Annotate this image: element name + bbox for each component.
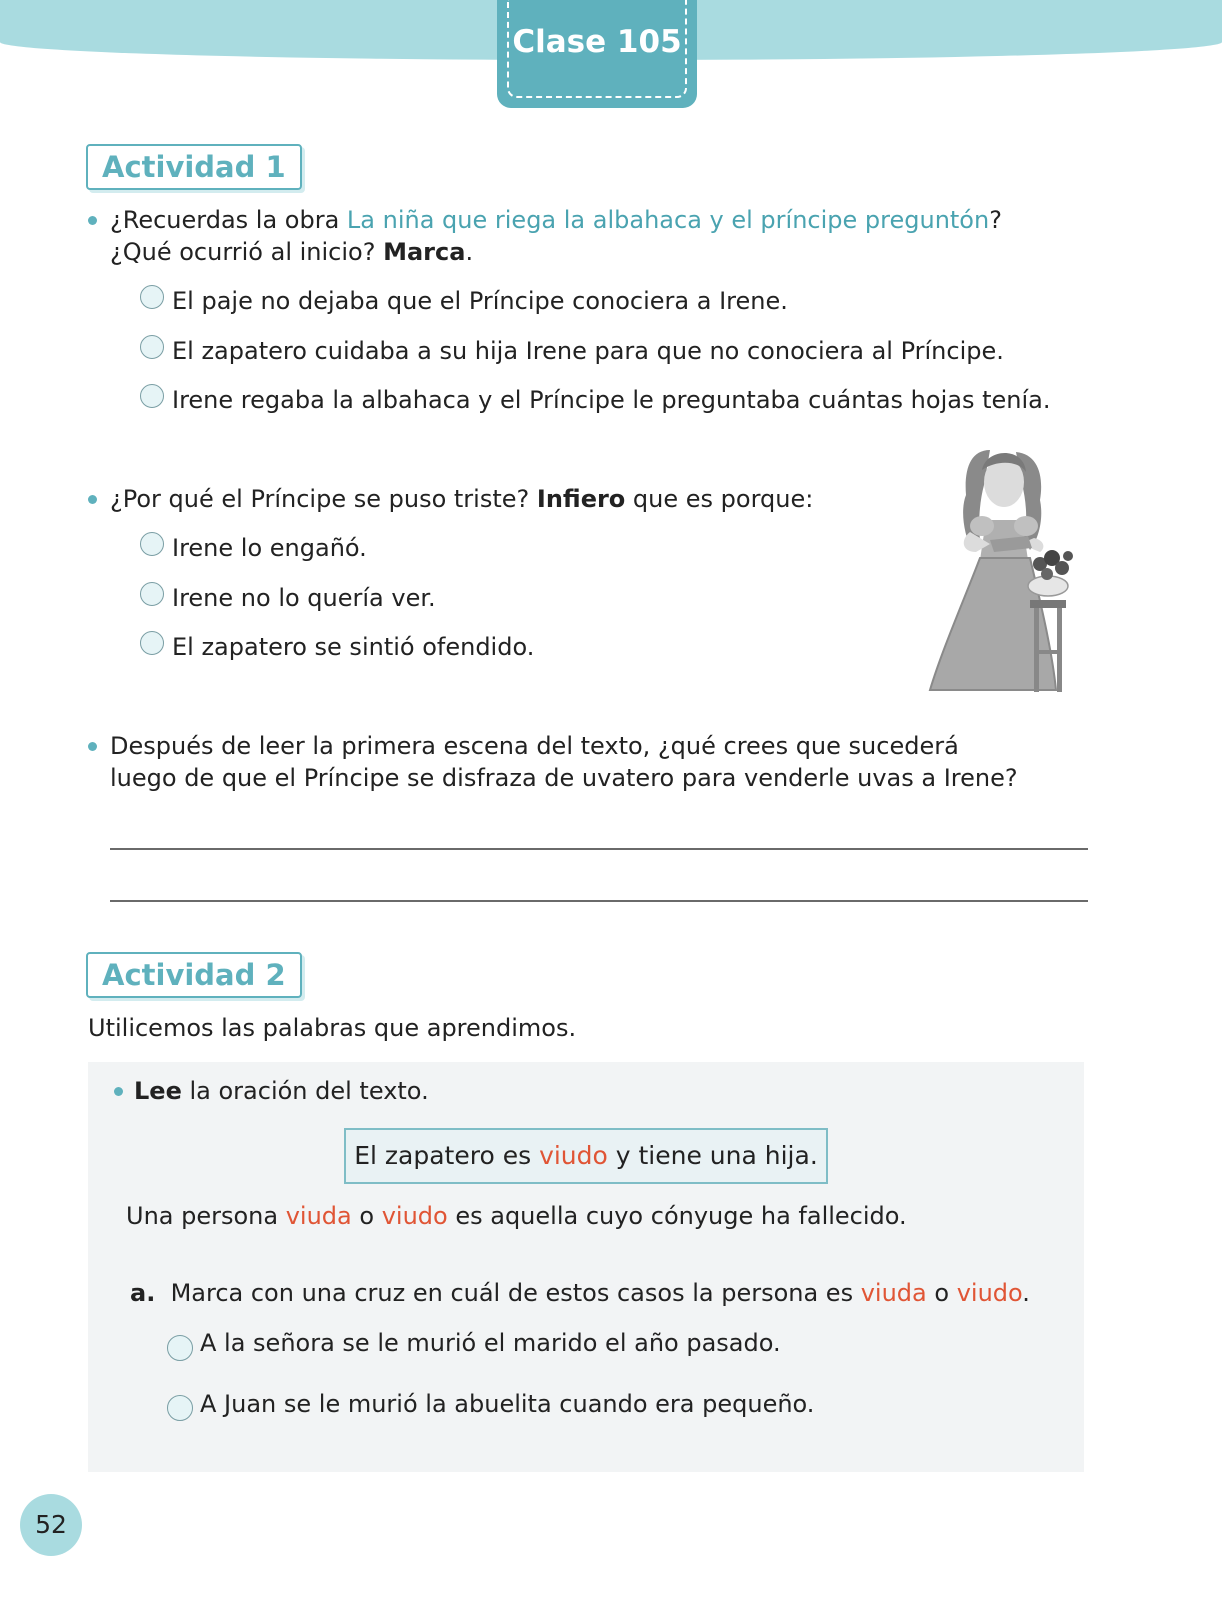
q1-line2	[110, 237, 473, 267]
task-a	[130, 1278, 1030, 1308]
class-tab	[497, 0, 697, 108]
class-label: Clase 105	[512, 24, 682, 60]
q2-option2-radio[interactable]	[140, 582, 164, 606]
q3-line2: luego de que el Príncipe se disfraza de uvatero para venderle uvas a Irene?	[110, 764, 1018, 792]
definition-text: o	[351, 1202, 382, 1230]
q3-line1: Después de leer la primera escena del texto, ¿qué crees que sucederá	[110, 732, 959, 760]
activity2-intro: Utilicemos las palabras que aprendimos.	[88, 1014, 577, 1042]
sentence-key-word: viudo	[539, 1141, 608, 1170]
q1-mark: ?	[989, 206, 1002, 234]
bullet-icon	[88, 742, 97, 751]
work-title: La niña que riega la albahaca y el príncipe preguntón	[346, 206, 990, 234]
sentence-post: y tiene una hija.	[607, 1141, 818, 1170]
task-a-option2-checkbox[interactable]	[167, 1395, 193, 1421]
q2-option1-radio[interactable]	[140, 532, 164, 556]
q1-line2-text: ¿Qué ocurrió al inicio?	[110, 238, 384, 266]
q2-option3-label: El zapatero se sintió ofendido.	[172, 633, 535, 661]
definition-word-viudo: viudo	[381, 1202, 448, 1230]
definition	[126, 1201, 907, 1231]
task-a-text: .	[1022, 1279, 1030, 1307]
definition-text: Una persona	[126, 1202, 286, 1230]
task-a-text: Marca con una cruz en cuál de estos casos la persona es	[170, 1279, 861, 1307]
task-a-word-viuda: viuda	[860, 1279, 927, 1307]
task-a-option1-checkbox[interactable]	[167, 1335, 193, 1361]
q2-line	[110, 484, 813, 514]
task-a-word-viudo: viudo	[956, 1279, 1023, 1307]
bullet-icon	[88, 495, 97, 504]
activity1-title: Actividad 1	[86, 144, 302, 190]
q1-option2-radio[interactable]	[140, 335, 164, 359]
q2-option3-radio[interactable]	[140, 631, 164, 655]
q2-instruction: Infiero	[536, 485, 626, 513]
answer-line-1[interactable]	[110, 848, 1088, 850]
q1-line2-end: .	[465, 238, 474, 266]
read-instruction	[134, 1076, 429, 1106]
q1-option3-radio[interactable]	[140, 384, 164, 408]
q2-text-end: que es porque:	[625, 485, 814, 513]
girl-watering-plant-illustration	[920, 440, 1090, 710]
q2-option1-label: Irene lo engañó.	[172, 534, 367, 562]
task-a-option2-label: A Juan se le murió la abuelita cuando era pequeño.	[200, 1390, 815, 1418]
task-a-letter: a.	[130, 1279, 156, 1307]
bullet-icon	[114, 1087, 123, 1096]
definition-text: es aquella cuyo cónyuge ha fallecido.	[447, 1202, 907, 1230]
q1-option3-label: Irene regaba la albahaca y el Príncipe le preguntaba cuántas hojas tenía.	[172, 386, 1051, 414]
task-a-text: o	[926, 1279, 957, 1307]
q1-option1-radio[interactable]	[140, 285, 164, 309]
q1-text: ¿Recuerdas la obra	[110, 206, 347, 234]
sentence-pre: El zapatero es	[354, 1141, 540, 1170]
read-rest: la oración del texto.	[181, 1077, 429, 1105]
read-bold: Lee	[134, 1077, 182, 1105]
page-number: 52	[20, 1494, 82, 1556]
q2-option2-label: Irene no lo quería ver.	[172, 584, 436, 612]
answer-line-2[interactable]	[110, 900, 1088, 902]
q1-option2-label: El zapatero cuidaba a su hija Irene para que no conociera al Príncipe.	[172, 337, 1004, 365]
definition-word-viuda: viuda	[285, 1202, 352, 1230]
q1-line1	[110, 205, 1002, 235]
bullet-icon	[88, 216, 97, 225]
q2-text: ¿Por qué el Príncipe se puso triste?	[110, 485, 537, 513]
q1-option1-label: El paje no dejaba que el Príncipe conociera a Irene.	[172, 287, 788, 315]
q1-instruction: Marca	[383, 238, 466, 266]
activity2-title: Actividad 2	[86, 952, 302, 998]
sentence-box	[344, 1128, 828, 1184]
task-a-option1-label: A la señora se le murió el marido el año pasado.	[200, 1329, 781, 1357]
